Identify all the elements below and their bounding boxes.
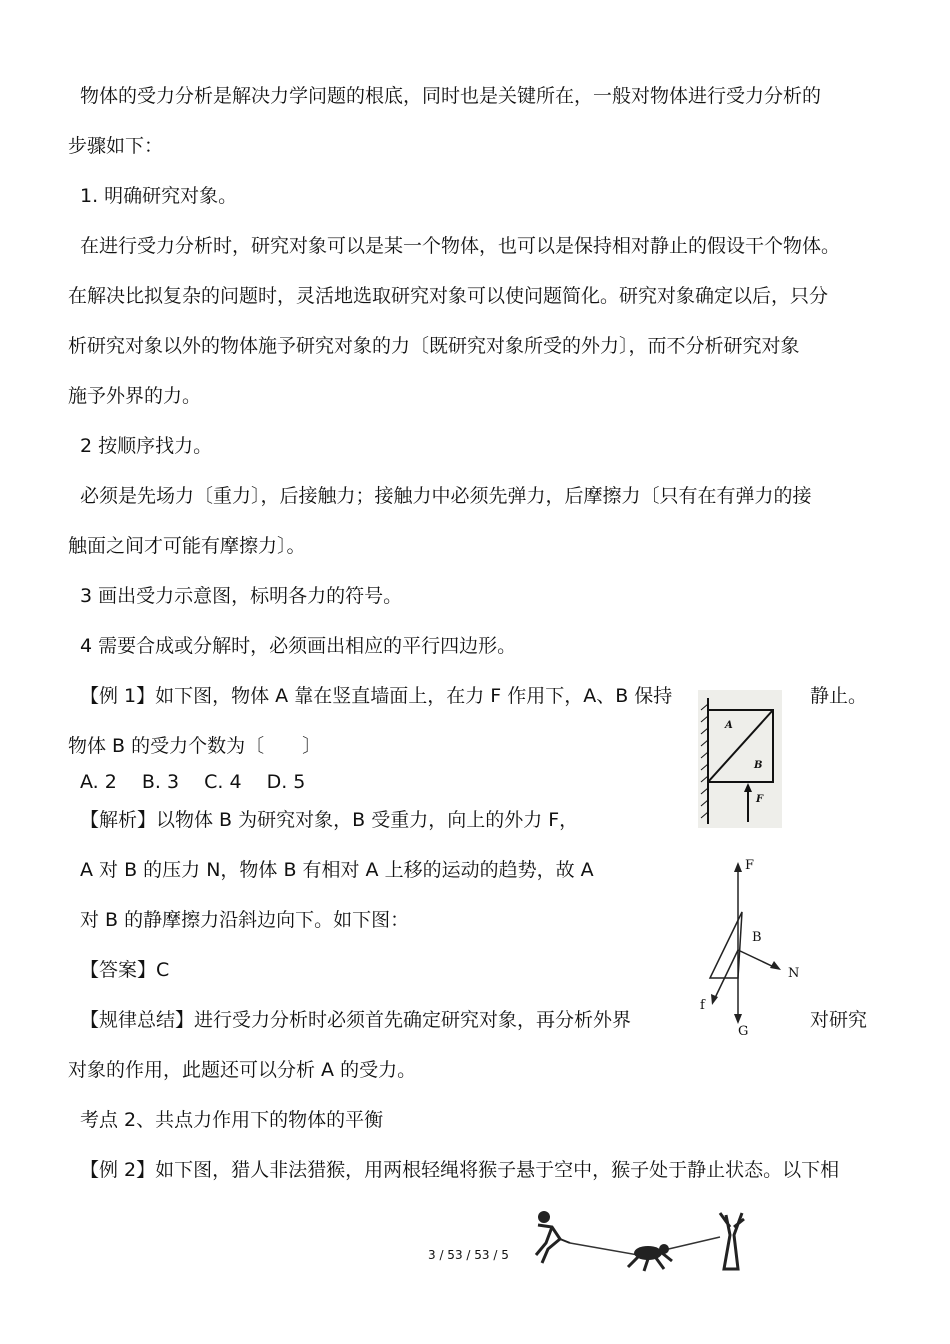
text-line-12: 4 需要合成或分解时，必须画出相应的平行四边形。 [80,635,517,657]
answer-line: 【答案】C [80,959,170,981]
text-line-5: 在解决比拟复杂的问题时，灵活地选取研究对象可以使问题简化。研究对象确定以后，只分 [68,285,829,307]
example-1-heading: 【例 1】如下图，物体 A 靠在竖直墙面上，在力 F 作用下，A、B 保持 [80,685,673,707]
text-line-11: 3 画出受力示意图，标明各力的符号。 [80,585,403,607]
text-line-10: 触面之间才可能有摩擦力〕。 [68,535,306,557]
example-1-options: A. 2 B. 3 C. 4 D. 5 [80,771,306,793]
text-line-3: 1. 明确研究对象。 [80,185,238,207]
example-2-heading: 【例 2】如下图，猎人非法猎猴，用两根轻绳将猴子悬于空中，猴子处于静止状态。以下相 [80,1159,840,1181]
analysis-line-3: 对 B 的静摩擦力沿斜边向下。如下图： [80,909,410,931]
text-line-2: 步骤如下： [68,135,164,157]
example-1-heading-end: 静止。 [810,685,868,707]
figure-1-label-f: F [756,794,764,805]
figure-wall-blocks [698,690,782,828]
text-line-8: 2 按顺序找力。 [80,435,213,457]
figure-2-label-f-small: f [700,998,705,1013]
summary-line-1: 【规律总结】进行受力分析时必须首先确定研究对象，再分析外界 [80,1009,632,1031]
figure-1-label-a: A [725,720,733,731]
text-line-9: 必须是先场力〔重力〕，后接触力；接触力中必须先弹力，后摩擦力〔只有在有弹力的接 [80,485,812,507]
text-line-6: 析研究对象以外的物体施予研究对象的力〔既研究对象所受的外力〕，而不分析研究对象 [68,335,800,357]
figure-2-label-g: G [738,1024,749,1039]
figure-2-label-f: F [745,858,755,873]
page-number: 3 / 53 / 53 / 5 [428,1248,509,1262]
text-line-1: 物体的受力分析是解决力学问题的根底，同时也是关键所在，一般对物体进行受力分析的 [80,85,822,107]
figure-force-diagram [690,850,810,1045]
figure-2-label-n: N [788,966,800,981]
text-line-7: 施予外界的力。 [68,385,202,407]
text-line-4: 在进行受力分析时，研究对象可以是某一个物体，也可以是保持相对静止的假设干个物体。 [80,235,841,257]
summary-line-2: 对象的作用，此题还可以分析 A 的受力。 [68,1059,417,1081]
example-1-question: 物体 B 的受力个数为〔 〕 [68,735,322,757]
section-heading-2: 考点 2、共点力作用下的物体的平衡 [80,1109,384,1131]
analysis-line-2: A 对 B 的压力 N，物体 B 有相对 A 上移的运动的趋势，故 A [80,859,594,881]
analysis-line-1: 【解析】以物体 B 为研究对象，B 受重力，向上的外力 F， [80,809,579,831]
figure-2-label-b: B [752,930,762,945]
figure-hunter-monkey [530,1205,750,1275]
figure-1-label-b: B [754,760,763,771]
summary-line-1-end: 对研究 [810,1009,868,1031]
